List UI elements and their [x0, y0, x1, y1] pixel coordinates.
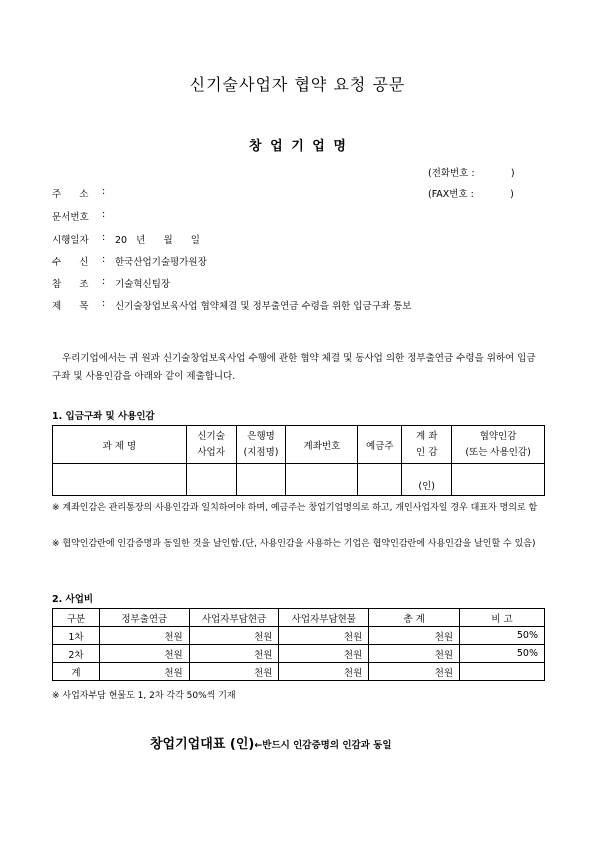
note-account-seal: ※ 계좌인감은 관리통장의 사용인감과 일치하여야 하며, 예금주는 창업기업명의로 하고, 개인사업자일 경우 대표자 명의로 함: [52, 503, 538, 513]
field-label: 참 조: [52, 279, 89, 290]
field-value: 한국산업기술평가원장: [115, 257, 207, 268]
field-label: 주 소: [52, 189, 89, 200]
cell-remarks[interactable]: 50%: [460, 627, 545, 645]
header-self-cash: 사업자부담현금: [189, 609, 279, 627]
header-account-number: 계좌번호: [286, 426, 358, 464]
cell-total[interactable]: 천원: [369, 663, 460, 681]
account-table: [52, 425, 545, 496]
header-self-inkind: 사업자부담현물: [279, 609, 369, 627]
header-account-holder: 예금주: [358, 426, 402, 464]
header-remarks: 비 고: [460, 609, 545, 627]
table-row: [53, 627, 545, 645]
cell-agreement-seal[interactable]: [452, 464, 545, 496]
cell-self-inkind[interactable]: 천원: [279, 627, 369, 645]
note-inkind: ※ 사업자부담 현물도 1, 2차 각각 50%씩 기재: [52, 691, 236, 701]
company-name: 창 업 기 업 명: [249, 139, 346, 154]
cell-self-inkind[interactable]: 천원: [279, 663, 369, 681]
section1-title: 1. 입금구좌 및 사용인감: [52, 411, 155, 422]
cell-remarks[interactable]: [460, 663, 545, 681]
cell-bank[interactable]: [236, 464, 286, 496]
budget-table: [52, 608, 545, 681]
cell-account-seal[interactable]: [402, 464, 452, 496]
cell-account-number[interactable]: [286, 464, 358, 496]
note-agreement-seal: ※ 협약인감란에 인감증명과 동일한 것을 날인함.(단, 사용인감을 사용하는 기업은 협약인감란에 사용인감을 날인할 수 있음): [52, 539, 536, 549]
cell-total[interactable]: 천원: [369, 627, 460, 645]
header-tech-business: 신기술 사업자: [186, 426, 236, 464]
representative-signature: [150, 733, 392, 752]
header-project-name: 과 제 명: [53, 426, 187, 464]
header-total: 총 계: [369, 609, 460, 627]
cell-gov-fund[interactable]: 천원: [99, 627, 189, 645]
cell-self-inkind[interactable]: 천원: [279, 645, 369, 663]
cell-gov-fund[interactable]: 천원: [99, 663, 189, 681]
cell-remarks[interactable]: 50%: [460, 645, 545, 663]
field-label: 시행일자: [52, 235, 89, 246]
cell-self-cash[interactable]: 천원: [189, 663, 279, 681]
field-label: 제 목: [52, 301, 89, 312]
row-label: 1차: [53, 627, 100, 645]
header-gov-fund: 정부출연금: [99, 609, 189, 627]
cell-self-cash[interactable]: 천원: [189, 627, 279, 645]
header-agreement-seal: 협약인감 (또는 사용인감): [452, 426, 545, 464]
document-title: 신기술사업자 협약 요청 공문: [189, 75, 406, 94]
representative-note: ←반드시 인감증명의 인감과 동일: [254, 740, 392, 751]
field-label: 수 신: [52, 257, 89, 268]
body-paragraph: 우리기업에서는 귀 원과 신기술창업보육사업 수행에 관한 협약 체결 및 동사업 의한 정부출연금 수령을 위하여 입금구좌 및 사용인감을 아래와 같이 제출합니다.: [52, 353, 536, 382]
seal-mark: (인): [418, 481, 435, 492]
representative-label: 창업기업대표 (인): [150, 737, 255, 752]
field-value: 20 년 월 일: [115, 235, 200, 246]
field-value: 신기술창업보육사업 협약체결 및 정부출연금 수령을 위한 입금구좌 통보: [115, 301, 412, 312]
field-label: 문서번호: [52, 212, 89, 223]
table-row: [53, 645, 545, 663]
cell-self-cash[interactable]: 천원: [189, 645, 279, 663]
row-label: 계: [53, 663, 100, 681]
cell-project-name[interactable]: [53, 464, 187, 496]
header-category: 구분: [53, 609, 100, 627]
header-bank: 은행명 (지점명): [236, 426, 286, 464]
cell-account-holder[interactable]: [358, 464, 402, 496]
cell-total[interactable]: 천원: [369, 645, 460, 663]
field-value: 기술혁신팀장: [115, 279, 171, 290]
fax-label: (FAX번호 : ): [428, 189, 514, 200]
cell-gov-fund[interactable]: 천원: [99, 645, 189, 663]
row-label: 2차: [53, 645, 100, 663]
cell-tech-business[interactable]: [186, 464, 236, 496]
table-row: [53, 663, 545, 681]
section2-title: 2. 사업비: [52, 594, 94, 605]
header-account-seal: 계 좌 인 감: [402, 426, 452, 464]
phone-label: (전화번호 : ): [428, 168, 515, 179]
